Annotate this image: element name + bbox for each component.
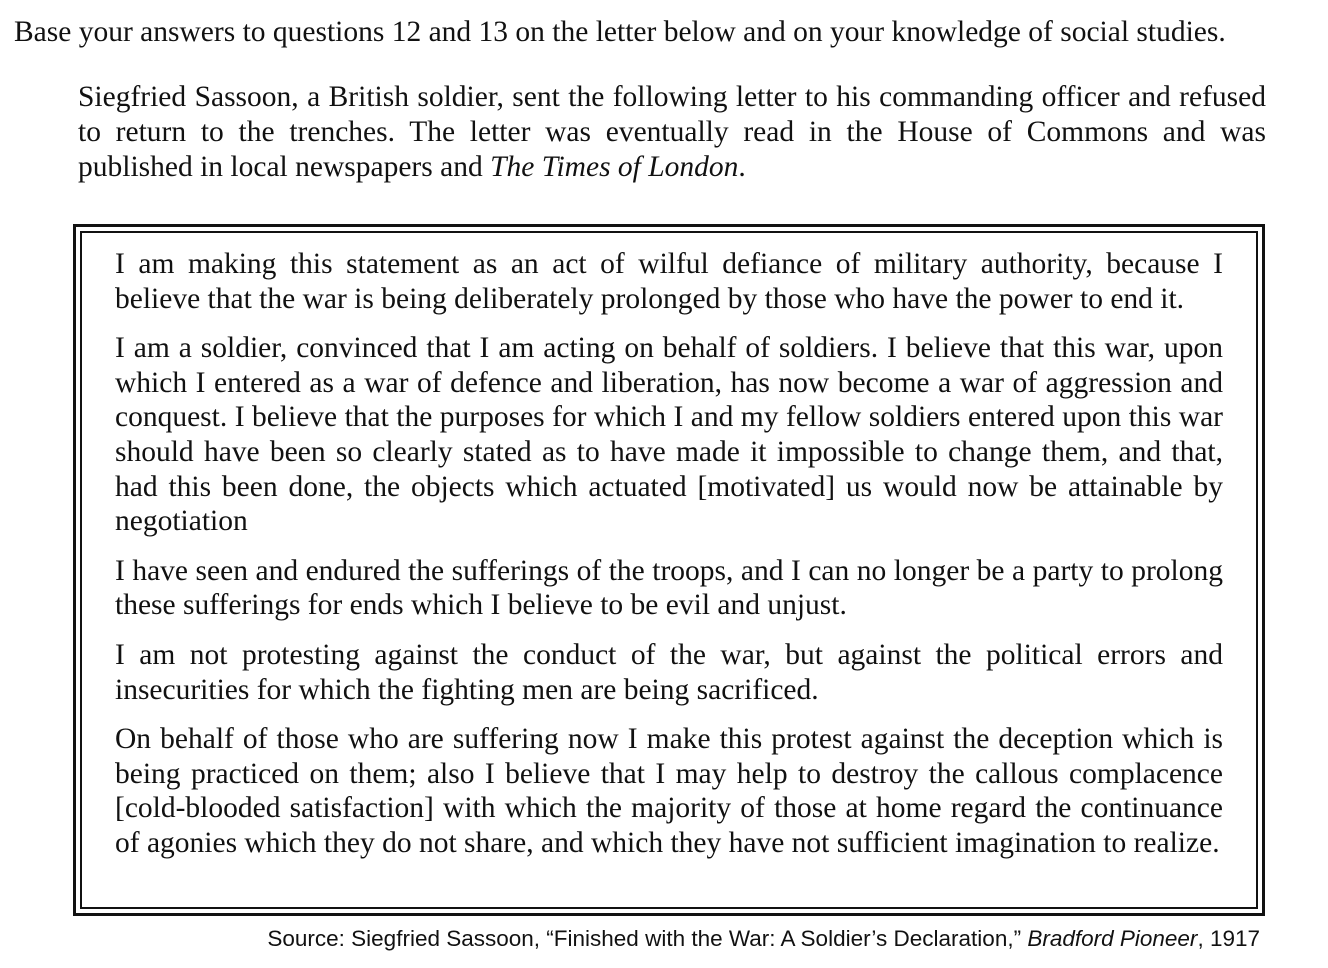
source-publication: Bradford Pioneer bbox=[1027, 926, 1198, 951]
letter-box bbox=[73, 224, 1265, 916]
source-prefix: Source: Siegfried Sassoon, “Finished with the War: A Soldier’s Declaration,” bbox=[267, 926, 1028, 951]
intro-text: Siegfried Sassoon, a British soldier, sent the following letter to his commanding officer and refused to return to the trenches. The letter was eventually read in the House of Commons and was published in local newspapers and bbox=[78, 81, 1266, 183]
intro-publication: The Times of London bbox=[490, 151, 739, 183]
letter-paragraph-5: On behalf of those who are suffering now I make this protest against the deception which is being practiced on them; also I believe that I may help to destroy the callous complacence [cold-blooded satisfaction] with which the majority of those at home regard the continuance of agonies which they do not share, and which they have not sufficient imagination to realize. bbox=[115, 723, 1223, 859]
letter-paragraph-2: I am a soldier, convinced that I am acting on behalf of soldiers. I believe that this war, upon which I entered as a war of defence and liberation, has now become a war of aggression and conquest. I believe that the purposes for which I and my fellow soldiers entered upon this war should have been so clearly stated as to have made it impossible to change them, and that, had this been done, the objects which actuated [motivated] us would now be attainable by negotiation bbox=[115, 332, 1223, 538]
intro-end: . bbox=[738, 151, 746, 183]
letter-paragraph-1: I am making this statement as an act of wilful defiance of military authority, because I believe that the war is being deliberately prolonged by those who have the power to end it. bbox=[115, 248, 1223, 315]
intro-paragraph bbox=[78, 80, 1266, 185]
letter-paragraph-4: I am not protesting against the conduct of the war, but against the political errors and insecurities for which the fighting men are being sacrificed. bbox=[115, 638, 1223, 706]
letter-inner-border bbox=[80, 231, 1258, 909]
source-suffix: , 1917 bbox=[1197, 926, 1260, 951]
instructions: Base your answers to questions 12 and 13 on the letter below and on your knowledge of social studies. bbox=[14, 16, 1226, 48]
letter-paragraph-3: I have seen and endured the sufferings of the troops, and I can no longer be a party to prolong these sufferings for ends which I believe to be evil and unjust. bbox=[115, 554, 1223, 622]
source-citation bbox=[0, 924, 1260, 954]
